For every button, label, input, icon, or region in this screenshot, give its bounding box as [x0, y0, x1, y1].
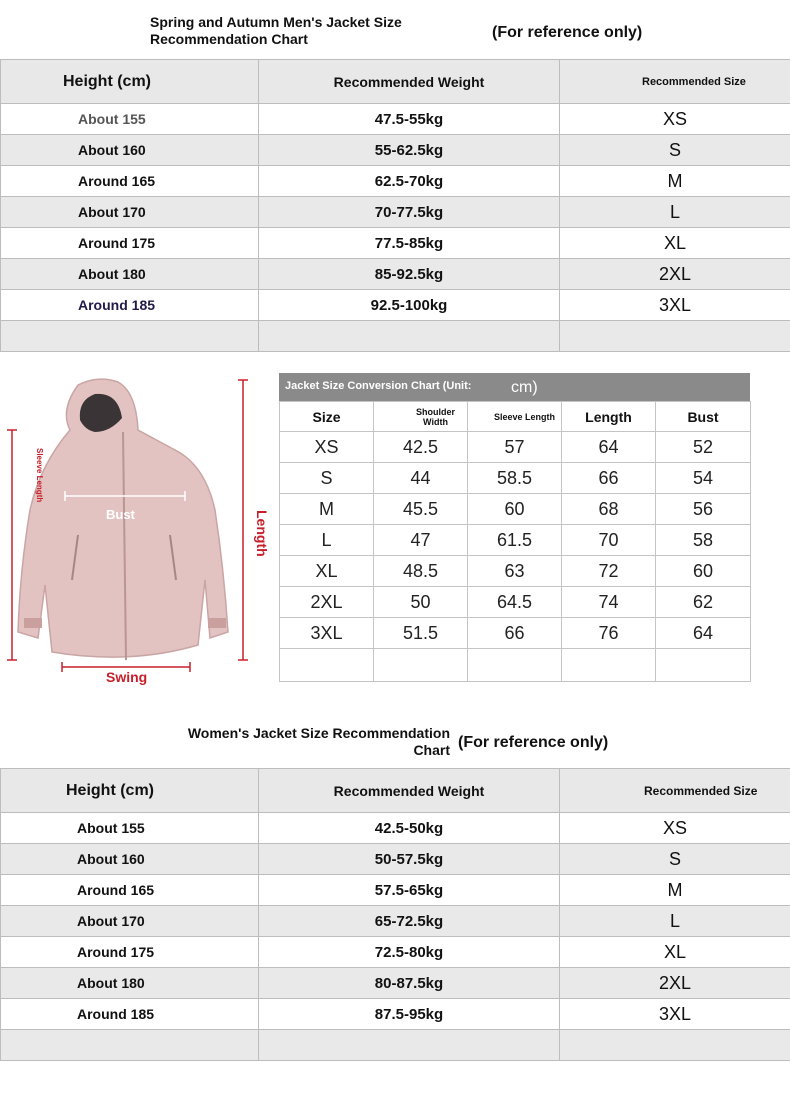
- size-cell: M: [280, 494, 374, 525]
- sleeve-cell: 58.5: [468, 463, 562, 494]
- size-cell: S: [560, 844, 790, 875]
- height-cell: Around 185: [1, 290, 259, 321]
- women-size-table: [0, 768, 790, 1061]
- table-row: [1, 813, 790, 844]
- table-row: [280, 432, 751, 463]
- header-size: Recommended Size: [560, 769, 790, 813]
- table-row: [1, 999, 790, 1030]
- shoulder-cell: 45.5: [374, 494, 468, 525]
- shoulder-cell: 47: [374, 525, 468, 556]
- weight-cell: 77.5-85kg: [259, 228, 560, 259]
- size-cell: S: [280, 463, 374, 494]
- table-row: [280, 618, 751, 649]
- size-cell: 3XL: [280, 618, 374, 649]
- women-reference-note: (For reference only): [458, 734, 609, 751]
- sleeve-cell: 63: [468, 556, 562, 587]
- conversion-header-row: [280, 402, 751, 432]
- men-size-table: [0, 59, 790, 352]
- table-row: [1, 937, 790, 968]
- bust-label: Bust: [106, 507, 135, 522]
- women-chart-title: Women's Jacket Size Recommendation Chart: [187, 725, 450, 758]
- shoulder-cell: 50: [374, 587, 468, 618]
- height-cell: About 180: [1, 968, 259, 999]
- height-cell: Around 165: [1, 875, 259, 906]
- shoulder-cell: 48.5: [374, 556, 468, 587]
- height-cell: Around 185: [1, 999, 259, 1030]
- weight-cell: 70-77.5kg: [259, 197, 560, 228]
- sleeve-length-label: Sleeve Length: [35, 448, 44, 503]
- bust-cell: 56: [656, 494, 751, 525]
- jacket-illustration: [0, 370, 275, 690]
- size-cell: 2XL: [560, 968, 790, 999]
- table-row: [280, 525, 751, 556]
- table-row: [280, 494, 751, 525]
- empty-cell: [280, 649, 374, 682]
- table-row: [1, 844, 790, 875]
- header-size: Recommended Size: [560, 60, 790, 104]
- header-size: Size: [280, 402, 374, 432]
- weight-cell: 72.5-80kg: [259, 937, 560, 968]
- table-header-row: [1, 769, 790, 813]
- bust-cell: 54: [656, 463, 751, 494]
- table-row-empty: [1, 1030, 790, 1061]
- size-cell: XS: [560, 813, 790, 844]
- size-cell: XS: [280, 432, 374, 463]
- size-cell: M: [560, 875, 790, 906]
- conversion-table: [279, 401, 751, 682]
- conversion-title-text: Jacket Size Conversion Chart (Unit:: [285, 380, 472, 392]
- weight-cell: 80-87.5kg: [259, 968, 560, 999]
- length-cell: 66: [562, 463, 656, 494]
- table-row: [280, 587, 751, 618]
- size-cell: XL: [560, 228, 790, 259]
- height-cell: Around 175: [1, 228, 259, 259]
- header-length: Length: [562, 402, 656, 432]
- table-row: [1, 197, 790, 228]
- size-cell: XS: [560, 104, 790, 135]
- table-row: [1, 906, 790, 937]
- size-cell: 2XL: [560, 259, 790, 290]
- header-weight: Recommended Weight: [259, 769, 560, 813]
- bust-cell: 60: [656, 556, 751, 587]
- size-cell: 3XL: [560, 290, 790, 321]
- empty-cell: [560, 321, 790, 352]
- bust-cell: 62: [656, 587, 751, 618]
- empty-cell: [374, 649, 468, 682]
- length-cell: 68: [562, 494, 656, 525]
- empty-cell: [259, 1030, 560, 1061]
- bust-cell: 58: [656, 525, 751, 556]
- empty-cell: [468, 649, 562, 682]
- sleeve-cell: 61.5: [468, 525, 562, 556]
- size-cell: S: [560, 135, 790, 166]
- empty-cell: [1, 1030, 259, 1061]
- header-shoulder-width: Shoulder Width: [374, 402, 468, 432]
- header-height: Height (cm): [1, 60, 259, 104]
- shoulder-cell: 42.5: [374, 432, 468, 463]
- header-weight: Recommended Weight: [259, 60, 560, 104]
- empty-cell: [560, 1030, 790, 1061]
- empty-cell: [1, 321, 259, 352]
- table-row: [280, 463, 751, 494]
- jacket-diagram: [0, 370, 275, 690]
- length-cell: 74: [562, 587, 656, 618]
- height-cell: About 160: [1, 844, 259, 875]
- height-cell: Around 165: [1, 166, 259, 197]
- table-row: [1, 104, 790, 135]
- height-cell: Around 175: [1, 937, 259, 968]
- weight-cell: 65-72.5kg: [259, 906, 560, 937]
- empty-cell: [259, 321, 560, 352]
- weight-cell: 57.5-65kg: [259, 875, 560, 906]
- weight-cell: 62.5-70kg: [259, 166, 560, 197]
- height-cell: About 155: [1, 104, 259, 135]
- sleeve-cell: 66: [468, 618, 562, 649]
- empty-cell: [562, 649, 656, 682]
- men-reference-note: (For reference only): [492, 24, 643, 41]
- swing-label: Swing: [106, 669, 148, 685]
- header-sleeve-length: Sleeve Length: [468, 402, 562, 432]
- size-cell: XL: [560, 937, 790, 968]
- conversion-chart: [279, 373, 750, 682]
- weight-cell: 92.5-100kg: [259, 290, 560, 321]
- table-row-empty: [1, 321, 790, 352]
- length-cell: 64: [562, 432, 656, 463]
- table-row-empty: [280, 649, 751, 682]
- size-cell: 3XL: [560, 999, 790, 1030]
- length-cell: 70: [562, 525, 656, 556]
- weight-cell: 85-92.5kg: [259, 259, 560, 290]
- weight-cell: 55-62.5kg: [259, 135, 560, 166]
- height-cell: About 160: [1, 135, 259, 166]
- shoulder-cell: 44: [374, 463, 468, 494]
- table-row: [1, 875, 790, 906]
- table-row: [1, 166, 790, 197]
- weight-cell: 42.5-50kg: [259, 813, 560, 844]
- men-chart-title: Spring and Autumn Men's Jacket Size Recommendation Chart: [150, 14, 402, 47]
- table-row: [1, 135, 790, 166]
- length-cell: 72: [562, 556, 656, 587]
- bust-cell: 64: [656, 618, 751, 649]
- height-cell: About 170: [1, 197, 259, 228]
- jacket-cuff-right: [208, 618, 226, 628]
- header-height: Height (cm): [1, 769, 259, 813]
- table-row: [1, 968, 790, 999]
- height-cell: About 180: [1, 259, 259, 290]
- size-cell: L: [560, 906, 790, 937]
- size-cell: L: [280, 525, 374, 556]
- sleeve-cell: 60: [468, 494, 562, 525]
- jacket-cuff-left: [24, 618, 42, 628]
- length-cell: 76: [562, 618, 656, 649]
- weight-cell: 47.5-55kg: [259, 104, 560, 135]
- empty-cell: [656, 649, 751, 682]
- weight-cell: 87.5-95kg: [259, 999, 560, 1030]
- sleeve-cell: 57: [468, 432, 562, 463]
- table-row: [280, 556, 751, 587]
- conversion-chart-title: [279, 373, 750, 401]
- size-cell: 2XL: [280, 587, 374, 618]
- table-header-row: [1, 60, 790, 104]
- height-cell: About 170: [1, 906, 259, 937]
- height-cell: About 155: [1, 813, 259, 844]
- conversion-unit-text: cm): [511, 379, 538, 396]
- table-row: [1, 290, 790, 321]
- size-cell: L: [560, 197, 790, 228]
- size-cell: M: [560, 166, 790, 197]
- table-row: [1, 228, 790, 259]
- sleeve-cell: 64.5: [468, 587, 562, 618]
- bust-cell: 52: [656, 432, 751, 463]
- length-label: Length: [254, 510, 270, 557]
- size-cell: XL: [280, 556, 374, 587]
- header-bust: Bust: [656, 402, 751, 432]
- shoulder-cell: 51.5: [374, 618, 468, 649]
- weight-cell: 50-57.5kg: [259, 844, 560, 875]
- table-row: [1, 259, 790, 290]
